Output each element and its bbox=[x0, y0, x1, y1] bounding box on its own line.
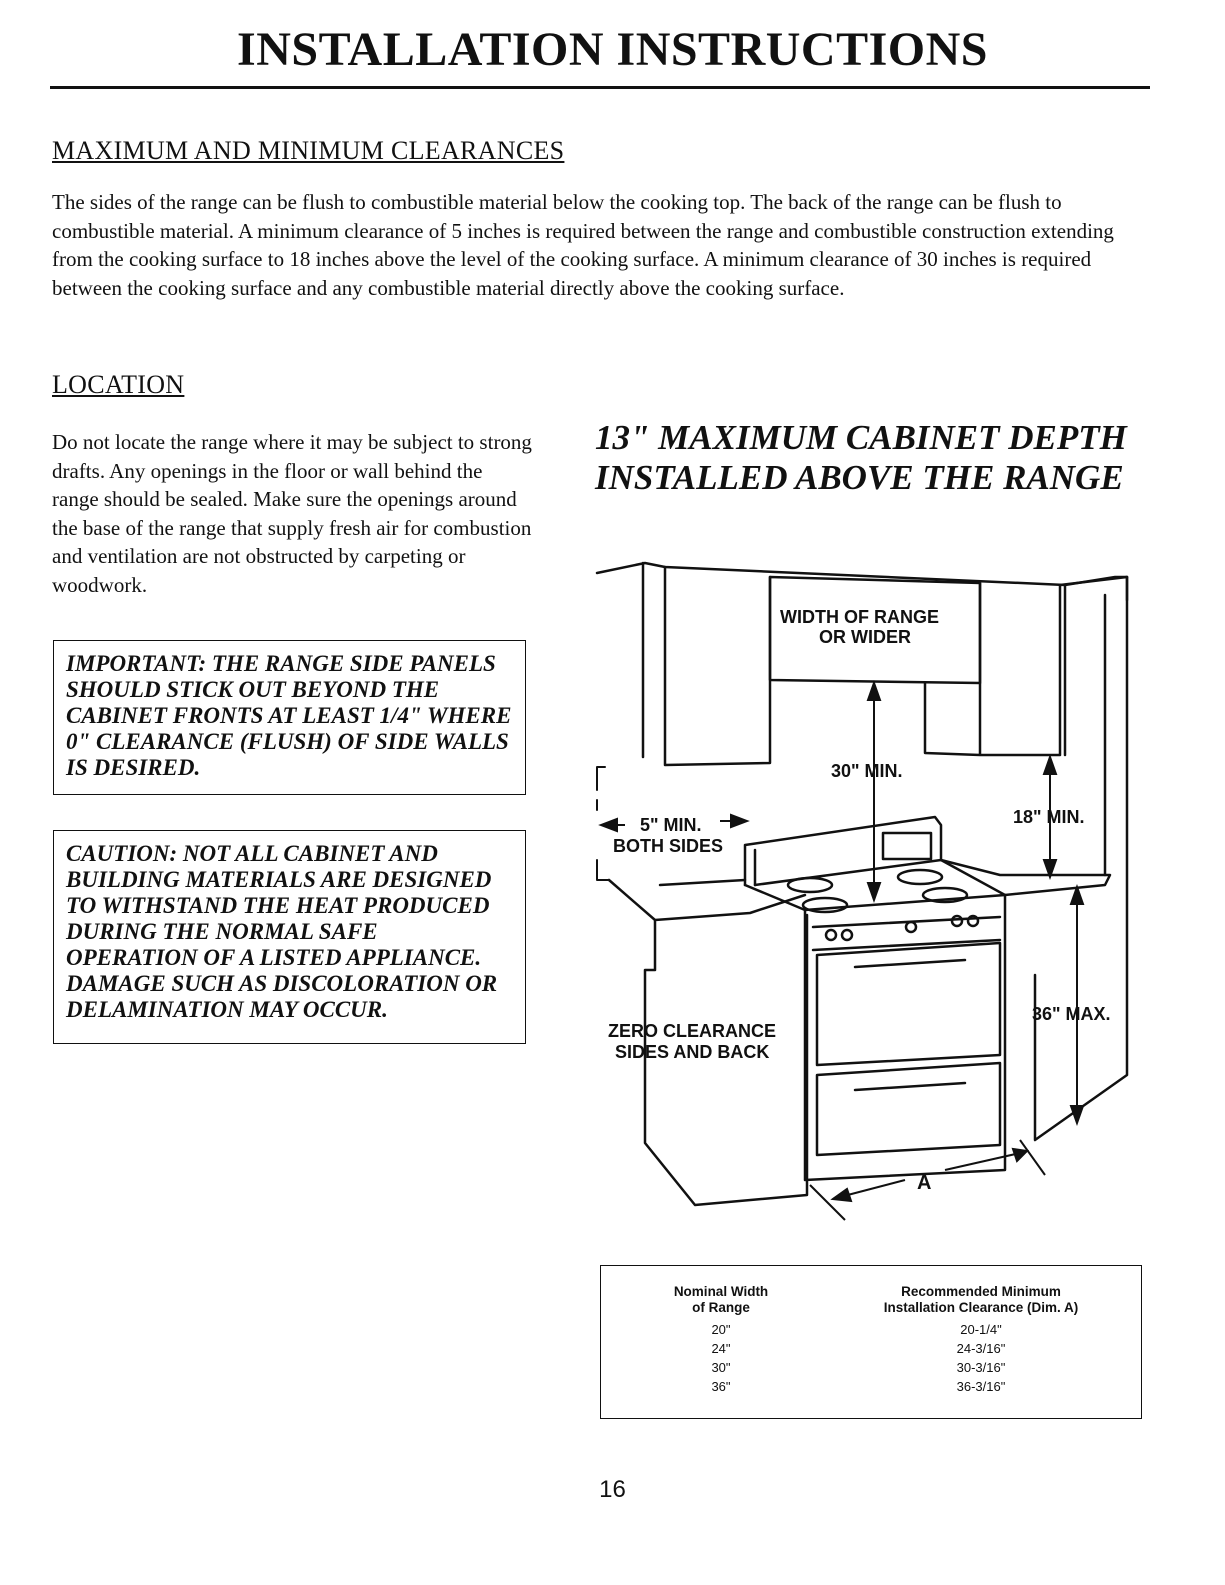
dim-a-arrow-left bbox=[833, 1189, 851, 1201]
label-18-min: 18" MIN. bbox=[1013, 807, 1085, 827]
location-heading: LOCATION bbox=[52, 370, 185, 399]
oven-handle bbox=[855, 960, 965, 967]
location-paragraph: Do not locate the range where it may be subject to strong drafts. Any openings in the floor or wall behind the range should be sealed. Make sure the openings around the base of the range that supply fresh air for combustion and ventilation are not obstructed by carpeting or woodwork. bbox=[52, 430, 532, 597]
dim-18-arrow-top bbox=[1044, 757, 1056, 774]
dim-a-arrow-right bbox=[1013, 1149, 1027, 1161]
table-cell-clearance-1: 20-1/4" bbox=[960, 1322, 1002, 1337]
table-header-width bbox=[641, 1284, 801, 1316]
table-header-width-line2: of Range bbox=[692, 1300, 750, 1315]
table-header-width-line1: Nominal Width bbox=[673, 1284, 769, 1299]
range-cooktop-right bbox=[941, 860, 1110, 895]
clearances-paragraph: The sides of the range can be flush to combustible material below the cooking top. The back of the range can be flush to combustible material. A minimum clearance of 5 inches is required between the range and combustible construction extending from the cooking surface to 18 inches above the level of the cooking surface. A minimum clearance of 30 inches is required between the cooking surface and any combustible material directly above the cooking surface. bbox=[52, 190, 1114, 300]
label-zero-line1: ZERO CLEARANCE bbox=[608, 1021, 777, 1041]
figure-heading-line1: 13" MAXIMUM CABINET DEPTH bbox=[595, 418, 1127, 457]
right-upper-cabinet bbox=[925, 577, 1127, 755]
page-title: INSTALLATION INSTRUCTIONS bbox=[237, 23, 988, 76]
dim-36-arrow-top bbox=[1071, 887, 1083, 904]
knob-2 bbox=[842, 930, 852, 940]
label-30-min: 30" MIN. bbox=[831, 761, 903, 781]
label-36-max: 36" MAX. bbox=[1032, 1004, 1111, 1024]
label-zero-line2: SIDES AND BACK bbox=[615, 1042, 770, 1062]
broiler-drawer bbox=[817, 1063, 1000, 1155]
dim-a-tick-left bbox=[810, 1185, 845, 1220]
table-column-width bbox=[641, 1284, 801, 1396]
table-cell-clearance-3: 30-3/16" bbox=[956, 1360, 1006, 1375]
title-rule bbox=[50, 86, 1150, 89]
burner-left-front bbox=[803, 898, 847, 912]
knob-1 bbox=[826, 930, 836, 940]
knob-4 bbox=[952, 916, 962, 926]
dim-a-line-right bbox=[945, 1153, 1020, 1170]
clearance-table bbox=[600, 1265, 1142, 1419]
table-cell-clearance-4: 36-3/16" bbox=[956, 1379, 1006, 1394]
dim-5-arrow-right bbox=[731, 815, 747, 827]
dim-5-arrow-left bbox=[601, 819, 617, 831]
table-header-clearance-line2: Installation Clearance (Dim. A) bbox=[883, 1300, 1079, 1315]
table-column-clearance bbox=[851, 1284, 1111, 1396]
label-both-sides: BOTH SIDES bbox=[613, 836, 724, 856]
oven-door bbox=[817, 943, 1000, 1065]
table-cell-width-4: 36" bbox=[711, 1379, 731, 1394]
dim-30-arrow-bottom bbox=[868, 883, 880, 900]
right-wall bbox=[1035, 577, 1127, 1140]
label-width-line2: OR WIDER bbox=[819, 627, 911, 647]
caution-note: CAUTION: NOT ALL CABINET AND BUILDING MATERIALS ARE DESIGNED TO WITHSTAND THE HEAT PRODUCED DURING THE NORMAL SAFE OPERATION OF A LISTED APPLIANCE. DAMAGE SUCH AS DISCOLORATION OR DELAMINATION MAY OCCUR. bbox=[53, 830, 526, 1044]
table-header-clearance bbox=[851, 1284, 1111, 1316]
label-width-line1: WIDTH OF RANGE bbox=[780, 607, 939, 627]
figure-heading-line2: INSTALLED ABOVE THE RANGE bbox=[595, 458, 1124, 497]
burner-left-back bbox=[788, 878, 832, 892]
table-cell-clearance-2: 24-3/16" bbox=[956, 1341, 1006, 1356]
table-cell-width-3: 30" bbox=[711, 1360, 731, 1375]
figure-heading bbox=[595, 418, 1155, 498]
backguard-window bbox=[883, 833, 931, 859]
range-backguard bbox=[745, 817, 941, 885]
knob-3 bbox=[906, 922, 916, 932]
table-cell-width-1: 20" bbox=[711, 1322, 731, 1337]
important-note: IMPORTANT: THE RANGE SIDE PANELS SHOULD STICK OUT BEYOND THE CABINET FRONTS AT LEAST 1/4" WHERE 0" CLEARANCE (FLUSH) OF SIDE WALLS IS DESIRED. bbox=[53, 640, 526, 795]
clearances-heading: MAXIMUM AND MINIMUM CLEARANCES bbox=[52, 136, 565, 165]
table-cell-width-2: 24" bbox=[711, 1341, 731, 1356]
label-dim-a: A bbox=[917, 1172, 932, 1194]
left-upper-cabinet bbox=[643, 563, 770, 765]
soffit-line bbox=[597, 563, 1127, 585]
clearance-diagram bbox=[595, 555, 1140, 1225]
broiler-handle bbox=[855, 1083, 965, 1090]
page-number: 16 bbox=[599, 1476, 626, 1503]
burner-right-back bbox=[898, 870, 942, 884]
label-5-min: 5" MIN. bbox=[640, 815, 702, 835]
dim-30-arrow-top bbox=[868, 683, 880, 700]
dim-a-tick-right bbox=[1020, 1140, 1045, 1175]
table-header-clearance-line1: Recommended Minimum bbox=[901, 1284, 1061, 1299]
